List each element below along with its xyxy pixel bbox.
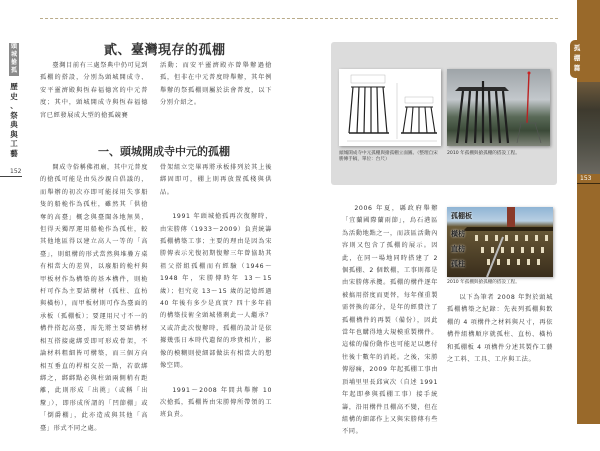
body-paragraph: 1991～2008 年間共舉辦 10 次搶孤，孤棚皆由宋勝傳所帶領的工班負責。: [160, 386, 272, 419]
page-number-right: 153: [580, 175, 592, 182]
band-photo-strip: [577, 82, 600, 174]
side-tab-char: 棚: [573, 54, 581, 62]
figure-caption-2: 2010 年孤棚與搶孤棚的搭設工程。: [447, 151, 520, 156]
page-number-rule-right: [577, 183, 600, 184]
body-paragraph: 1991 年頭城搶孤再次復辦時，由宋勝傳（1933～2009）負責統籌孤棚構築工事；主要的理由是因為宋勝傳表示光復初期復辦三年曾協助其祖父搭組孤棚而有經驗（1946～1948 年，宋勝傳時年 13～15 歲）；但究竟 13～15 歲的記憶經過 40 年後有多少是真實？四十多年前的構築技術全頭城僅剩此一人繼承？又或許此次復辦時，孤棚的設計是依據幾張日本時代遺留的珍貴相片，影像的模糊則使細部做法有相當大的想像空間。: [160, 213, 272, 370]
page-number-rule: [0, 176, 22, 177]
figure-caption-1: 頭城開成寺中元孤棚與搶孤棚立面圖。（整理自宋勝傳手稿，單位：台尺）: [339, 151, 438, 162]
body-paragraph: 以下為筆者 2008 年對於頭城孤棚構築之紀錄：先表列孤棚與飲棚的 4 項構件之材料與尺寸，再依構件組構順序就孤柱、直枋、橫枋和孤棚板 4 項構件分述其製作工藝之工料、工具、工序與工法。: [447, 294, 553, 364]
vertical-title-char: 歷: [10, 82, 18, 91]
side-tab-char: 孤: [573, 44, 581, 52]
section-heading: 貳、臺灣現存的孤棚: [104, 43, 226, 58]
vertical-title-char: 典: [10, 120, 18, 129]
intro-column-2: [160, 60, 272, 122]
vertical-title-char: 、: [10, 101, 18, 110]
body-paragraph: 2006 年夏，縣政府舉辦「宜蘭國際蘭雨節」，烏石港區為活動地點之一，而該區活動內容則又包含了孤棚的展示。因此，在同一場地同時搭建了 2 個孤棚、2 個飲棚，工事則都是由宋勝傳承攬。孤棚的構件逐年被搞用搭度而更替，每年僅重製需替換的部分，是年的經費注了孤棚構件的再製（備份），因此當年也購得地大規模重製構件。這樣的備份動作也可能足以應付往後十數年的消耗。之後，宋勝傳層痛，2009 年起孤棚工事由頂埔里里長邱寅次（自述 1991 年起即參與孤棚工事）接手統籌，沿用構件且棚高不變，但在組構的細部作上又與宋勝傳有些不同。: [342, 205, 438, 436]
tower-photo: [447, 69, 550, 146]
side-tab-char: 頭: [10, 43, 17, 50]
chapter-vertical-title: [8, 82, 20, 158]
body-paragraph: 開成寺俗稱佛祖廟，其中元普度的搶孤可能是由吳沙親自倡議的，而舉辦的初次亦即可能採用失事船隻的船桅作為孤柱，雖然其「供搶奪的高臺」概念與臺閩各地無異，但得天獨厚運用船桅作為孤柱，較其他地區得以建立高人一等的「高臺」，則組構的形式當然與堆疊方桌有相當大的差異，以廢船的桅杆與甲板材作為構築的基本構件，則桅杆可作為主要結構材（孤柱、直枋與橫枋），而甲板材則可作為臺面的承板（孤棚板）；要運用尺寸不一的構件搭起高臺，需先將主要結構材相互搭接處綁妥即可形成骨架，不論材料粗細皆可構築，而三個方向相互垂直的桿相交於一點，若欲綁綁之，綁綁點必與柱頭兩側稍有距離，此則形成「出挑」（或稱「出釐」），即形成所謂的「凹節棚」或「倒爵棚」，此亦造成與其他「高臺」形式不同之處。: [40, 164, 148, 432]
intro-paragraph: 活動；而安平靈濟殿亦曾舉辦過搶孤，但非在中元普度時舉辦，其年例舉辦的祭孤棚則屬於法會普度，以下分別介紹之。: [160, 62, 272, 107]
side-tab-char: 城: [10, 51, 17, 58]
header-rule-left: [40, 18, 300, 19]
figure-caption-3: 2010 年孤棚與搶孤棚的搭設工程。: [447, 280, 520, 285]
elevation-drawing: [339, 69, 441, 146]
side-tab-char: 孤: [10, 67, 17, 74]
photo-label-vertical-beam: 直枋: [451, 244, 465, 253]
section-tab-right: [570, 40, 584, 78]
tower-elevation-icon: [339, 69, 441, 146]
intro-paragraph: 臺灣目前有三處祭典中仍可見到孤棚的搭設，分別為頭城開成寺、安平靈濟殿與恆春福德宮的中元普度；其中，頭城開成寺與恆春福德宮已經發展成大型的搶孤競賽: [40, 62, 148, 119]
photo-label-horizontal-beam: 橫枋: [451, 229, 465, 238]
tower-construction-photo-icon: [447, 69, 550, 146]
side-tab-char: 搶: [10, 59, 17, 66]
page-number-left: 152: [10, 168, 22, 175]
header-rule-right: [300, 18, 558, 19]
body-column-2: [160, 162, 272, 434]
vertical-title-char: 祭: [10, 110, 18, 120]
vertical-title-char: 與: [10, 129, 18, 139]
platform-underside-photo: [447, 207, 553, 277]
intro-column-1: [40, 60, 148, 134]
right-body-column-1: [342, 203, 438, 451]
section-tab-left: [9, 43, 19, 76]
vertical-title-char: 工: [10, 139, 18, 148]
vertical-title-char: 藝: [10, 148, 18, 158]
right-body-column-2: [447, 292, 553, 378]
body-column-1: [40, 162, 148, 447]
body-paragraph: 骨架組立完畢再將承板排列於其上後綁固即可，棚上則再放置孤棧與供品。: [160, 164, 272, 196]
photo-label-platform-board: 孤棚板: [451, 211, 472, 220]
photo-label-pillar: 孤柱: [451, 259, 465, 268]
subsection-heading: 一、頭城開成寺中元的孤棚: [98, 145, 230, 158]
side-tab-char: 篇: [573, 64, 581, 72]
vertical-title-char: 史: [10, 91, 18, 101]
